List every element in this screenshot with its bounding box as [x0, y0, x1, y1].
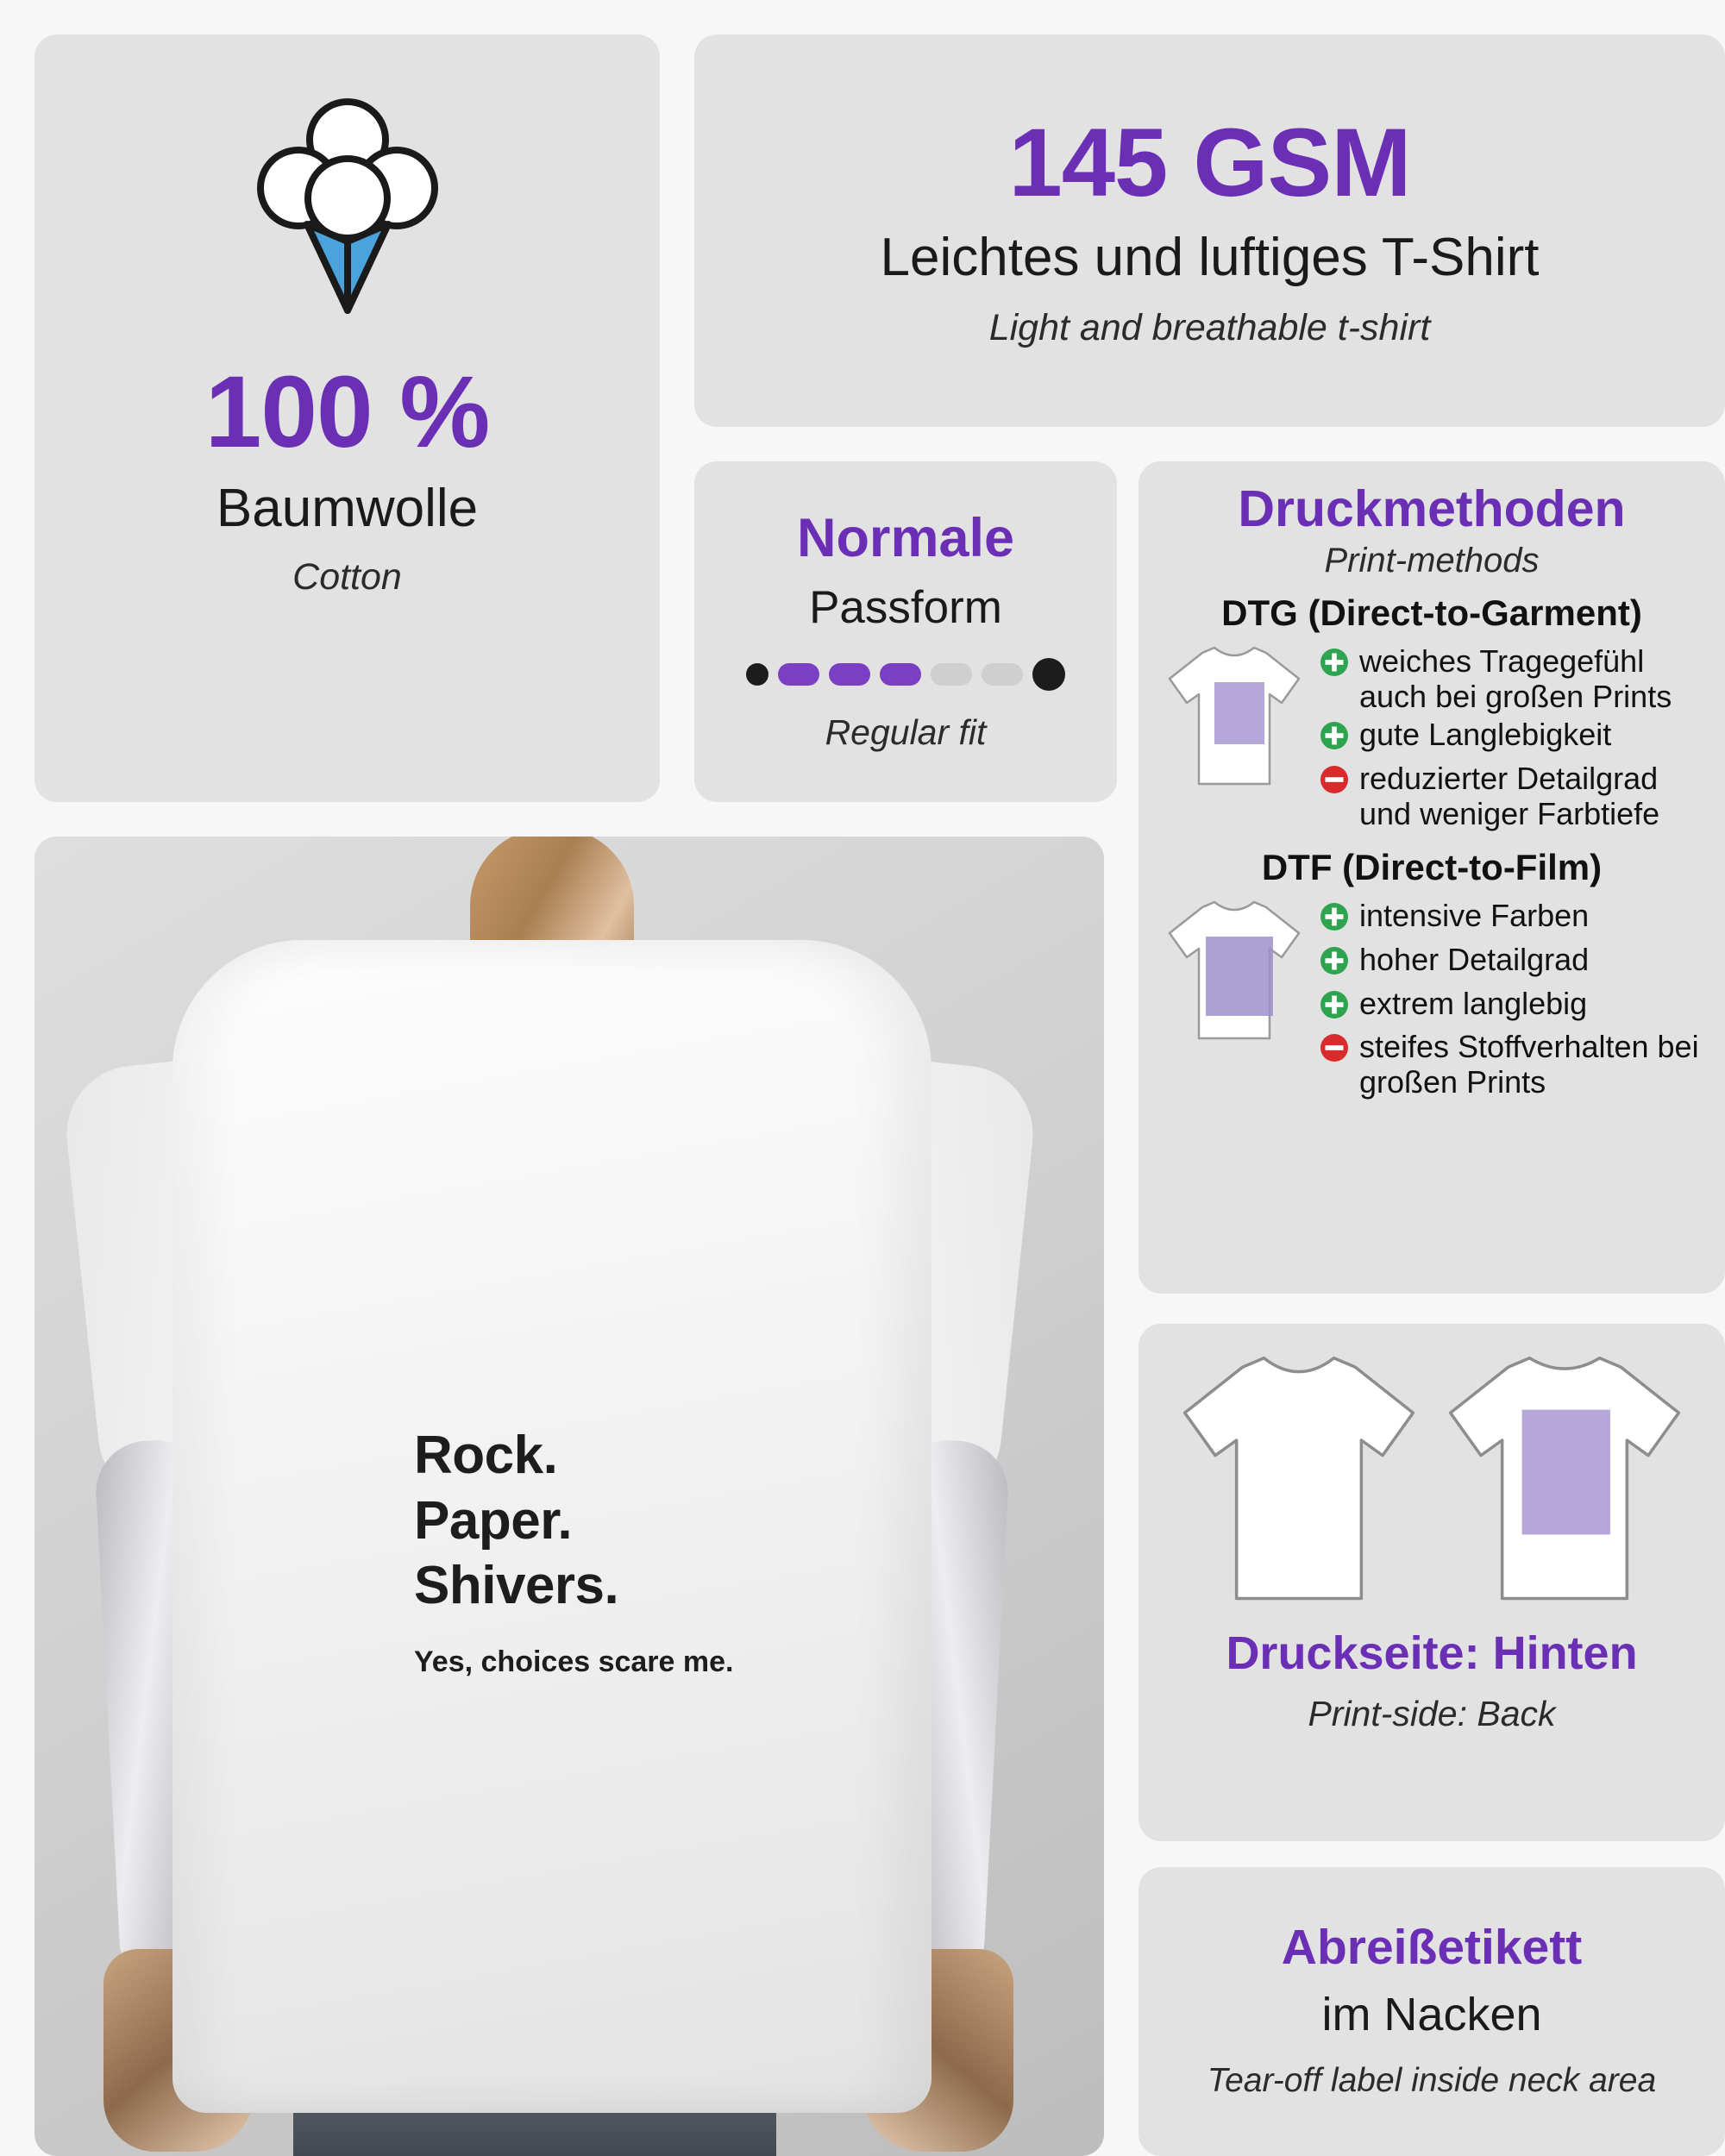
cotton-label-en: Cotton: [292, 556, 402, 598]
bullet-text: weiches Tragegefühl auch bei großen Prints: [1359, 643, 1672, 714]
fit-scale-segment: [778, 663, 819, 686]
bullet-pro: [1320, 943, 1703, 983]
tshirt-print-text: [414, 1423, 776, 1680]
plus-circle-icon: [1320, 902, 1349, 939]
plus-circle-icon: [1320, 946, 1349, 983]
bullet-con: [1320, 1030, 1703, 1100]
bullet-con: [1320, 761, 1703, 831]
print-methods-title-de: Druckmethoden: [1238, 480, 1626, 537]
method-dtg-bullets: [1320, 641, 1703, 835]
bullet-pro: [1320, 718, 1703, 758]
bullet-text: steifes Stoffverhalten bei großen Prints: [1359, 1029, 1699, 1100]
label-title-de: Abreißetikett: [1281, 1920, 1583, 1975]
gsm-headline-en: Light and breathable t-shirt: [988, 307, 1431, 349]
tshirt-print-area-icon: [1161, 895, 1308, 1050]
bullet-pro: [1320, 987, 1703, 1027]
photo-scene: [34, 837, 1104, 2156]
gsm-card: [694, 34, 1725, 427]
tshirt-front-icon: [1170, 1341, 1428, 1621]
gsm-value: 145 GSM: [1008, 108, 1411, 216]
tshirt-print-area-icon: [1161, 641, 1308, 796]
bullet-pro: [1320, 899, 1703, 939]
method-dtf-row: [1161, 895, 1703, 1103]
bullet-pro: [1320, 644, 1703, 714]
fit-scale-segment: [829, 663, 870, 686]
fit-scale-segment: [931, 663, 972, 686]
label-title-en: Tear-off label inside neck area: [1207, 2062, 1657, 2099]
bullet-text: hoher Detailgrad: [1359, 942, 1590, 978]
bullet-text: reduzierter Detailgrad und weniger Farbtiefe: [1359, 761, 1660, 831]
bullet-text: gute Langlebigkeit: [1359, 717, 1612, 753]
plus-circle-icon: [1320, 648, 1349, 685]
fit-card: [694, 461, 1117, 802]
fit-scale-marker-right: [1032, 658, 1065, 691]
label-subtitle-de: im Nacken: [1321, 1989, 1542, 2040]
print-side-card: [1138, 1324, 1725, 1841]
fit-scale: [746, 658, 1065, 691]
print-side-shirts: [1170, 1341, 1694, 1621]
bullet-text: extrem langlebig: [1359, 985, 1588, 1021]
fit-scale-segment: [880, 663, 921, 686]
fit-title-de: Normale: [796, 507, 1015, 568]
cotton-label-de: Baumwolle: [216, 479, 479, 538]
print-side-title-de: Druckseite: Hinten: [1226, 1627, 1638, 1679]
print-tagline: Yes, choices scare me.: [414, 1645, 734, 1678]
bullet-text: intensive Farben: [1359, 898, 1590, 934]
plus-circle-icon: [1320, 721, 1349, 758]
product-photo: [34, 837, 1104, 2156]
fit-label-en: Regular fit: [825, 711, 987, 752]
method-name-dtf: DTF (Direct-to-Film): [1261, 847, 1603, 888]
print-line-2: Paper.: [414, 1490, 573, 1551]
method-dtf-bullets: [1320, 895, 1703, 1103]
print-methods-card: [1138, 461, 1725, 1294]
method-dtg-row: [1161, 641, 1703, 835]
cotton-boll-icon: [240, 95, 455, 332]
fit-subtitle-de: Passform: [809, 581, 1002, 633]
minus-circle-icon: [1320, 765, 1349, 802]
fit-scale-segment: [982, 663, 1023, 686]
minus-circle-icon: [1320, 1033, 1349, 1070]
print-methods-title-en: Print-methods: [1324, 542, 1540, 580]
cotton-card: [34, 34, 660, 802]
gsm-headline-de: Leichtes und luftiges T-Shirt: [880, 228, 1540, 288]
method-name-dtg: DTG (Direct-to-Garment): [1221, 592, 1642, 633]
tear-off-label-card: [1138, 1867, 1725, 2156]
tshirt-back-with-print-icon: [1435, 1341, 1694, 1621]
print-side-title-en: Print-side: Back: [1308, 1694, 1556, 1733]
fit-scale-marker-left: [746, 663, 768, 686]
cotton-percentage: 100 %: [204, 355, 490, 469]
card-grid: [34, 34, 1699, 2122]
print-line-1: Rock.: [414, 1426, 558, 1485]
plus-circle-icon: [1320, 990, 1349, 1027]
print-line-3: Shivers.: [414, 1556, 619, 1616]
